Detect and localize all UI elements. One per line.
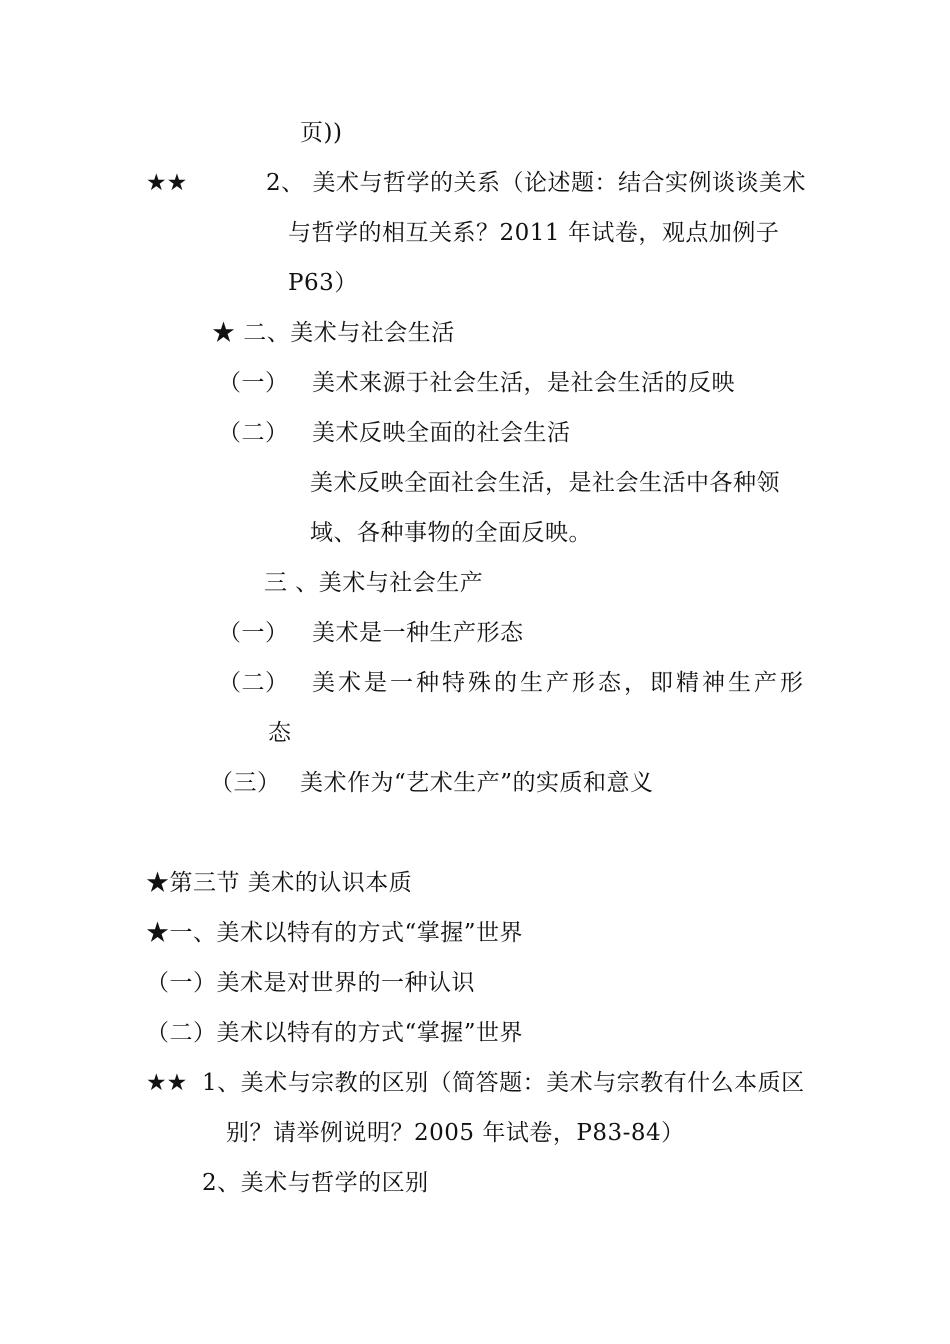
text-line: 态	[268, 720, 292, 746]
text-line: 页))	[300, 120, 343, 146]
text-line: 美术是一种生产形态	[312, 620, 524, 646]
star-rating: ★★	[146, 1070, 188, 1096]
text-line: 与哲学的相互关系？2011 年试卷，观点加例子	[288, 220, 780, 246]
text-line: （二）美术以特有的方式“掌握”世界	[146, 1020, 524, 1046]
list-number: （二）	[218, 670, 289, 696]
text-line: 1、美术与宗教的区别（简答题：美术与宗教有什么本质区	[202, 1070, 805, 1096]
text-line: 2、 美术与哲学的关系（论述题：结合实例谈谈美术	[266, 170, 806, 196]
text-line: P63）	[288, 270, 358, 296]
text-line: 别？请举例说明？2005 年试卷，P83-84）	[226, 1120, 685, 1146]
text-line: 美术来源于社会生活，是社会生活的反映	[312, 370, 735, 396]
list-number: （二）	[218, 420, 289, 446]
list-number: （一）	[218, 370, 289, 396]
section-heading: ★ 二、美术与社会生活	[212, 320, 455, 346]
section-heading: 三 、美术与社会生产	[264, 570, 484, 596]
text-line: 域、各种事物的全面反映。	[310, 520, 592, 546]
section-heading: ★一、美术以特有的方式“掌握”世界	[146, 920, 524, 946]
text-line: 美术是一种特殊的生产形态，即精神生产形	[312, 670, 806, 696]
text-line: 美术反映全面的社会生活	[312, 420, 571, 446]
text-line: 美术作为“艺术生产”的实质和意义	[300, 770, 654, 796]
text-line: 美术反映全面社会生活，是社会生活中各种领	[310, 470, 780, 496]
text-line: 2、美术与哲学的区别	[202, 1170, 429, 1196]
list-number: （三）	[210, 770, 281, 796]
list-number: （一）	[218, 620, 289, 646]
star-rating: ★★	[146, 170, 188, 196]
text-line: （一）美术是对世界的一种认识	[146, 970, 475, 996]
chapter-heading: ★第三节 美术的认识本质	[146, 870, 413, 896]
